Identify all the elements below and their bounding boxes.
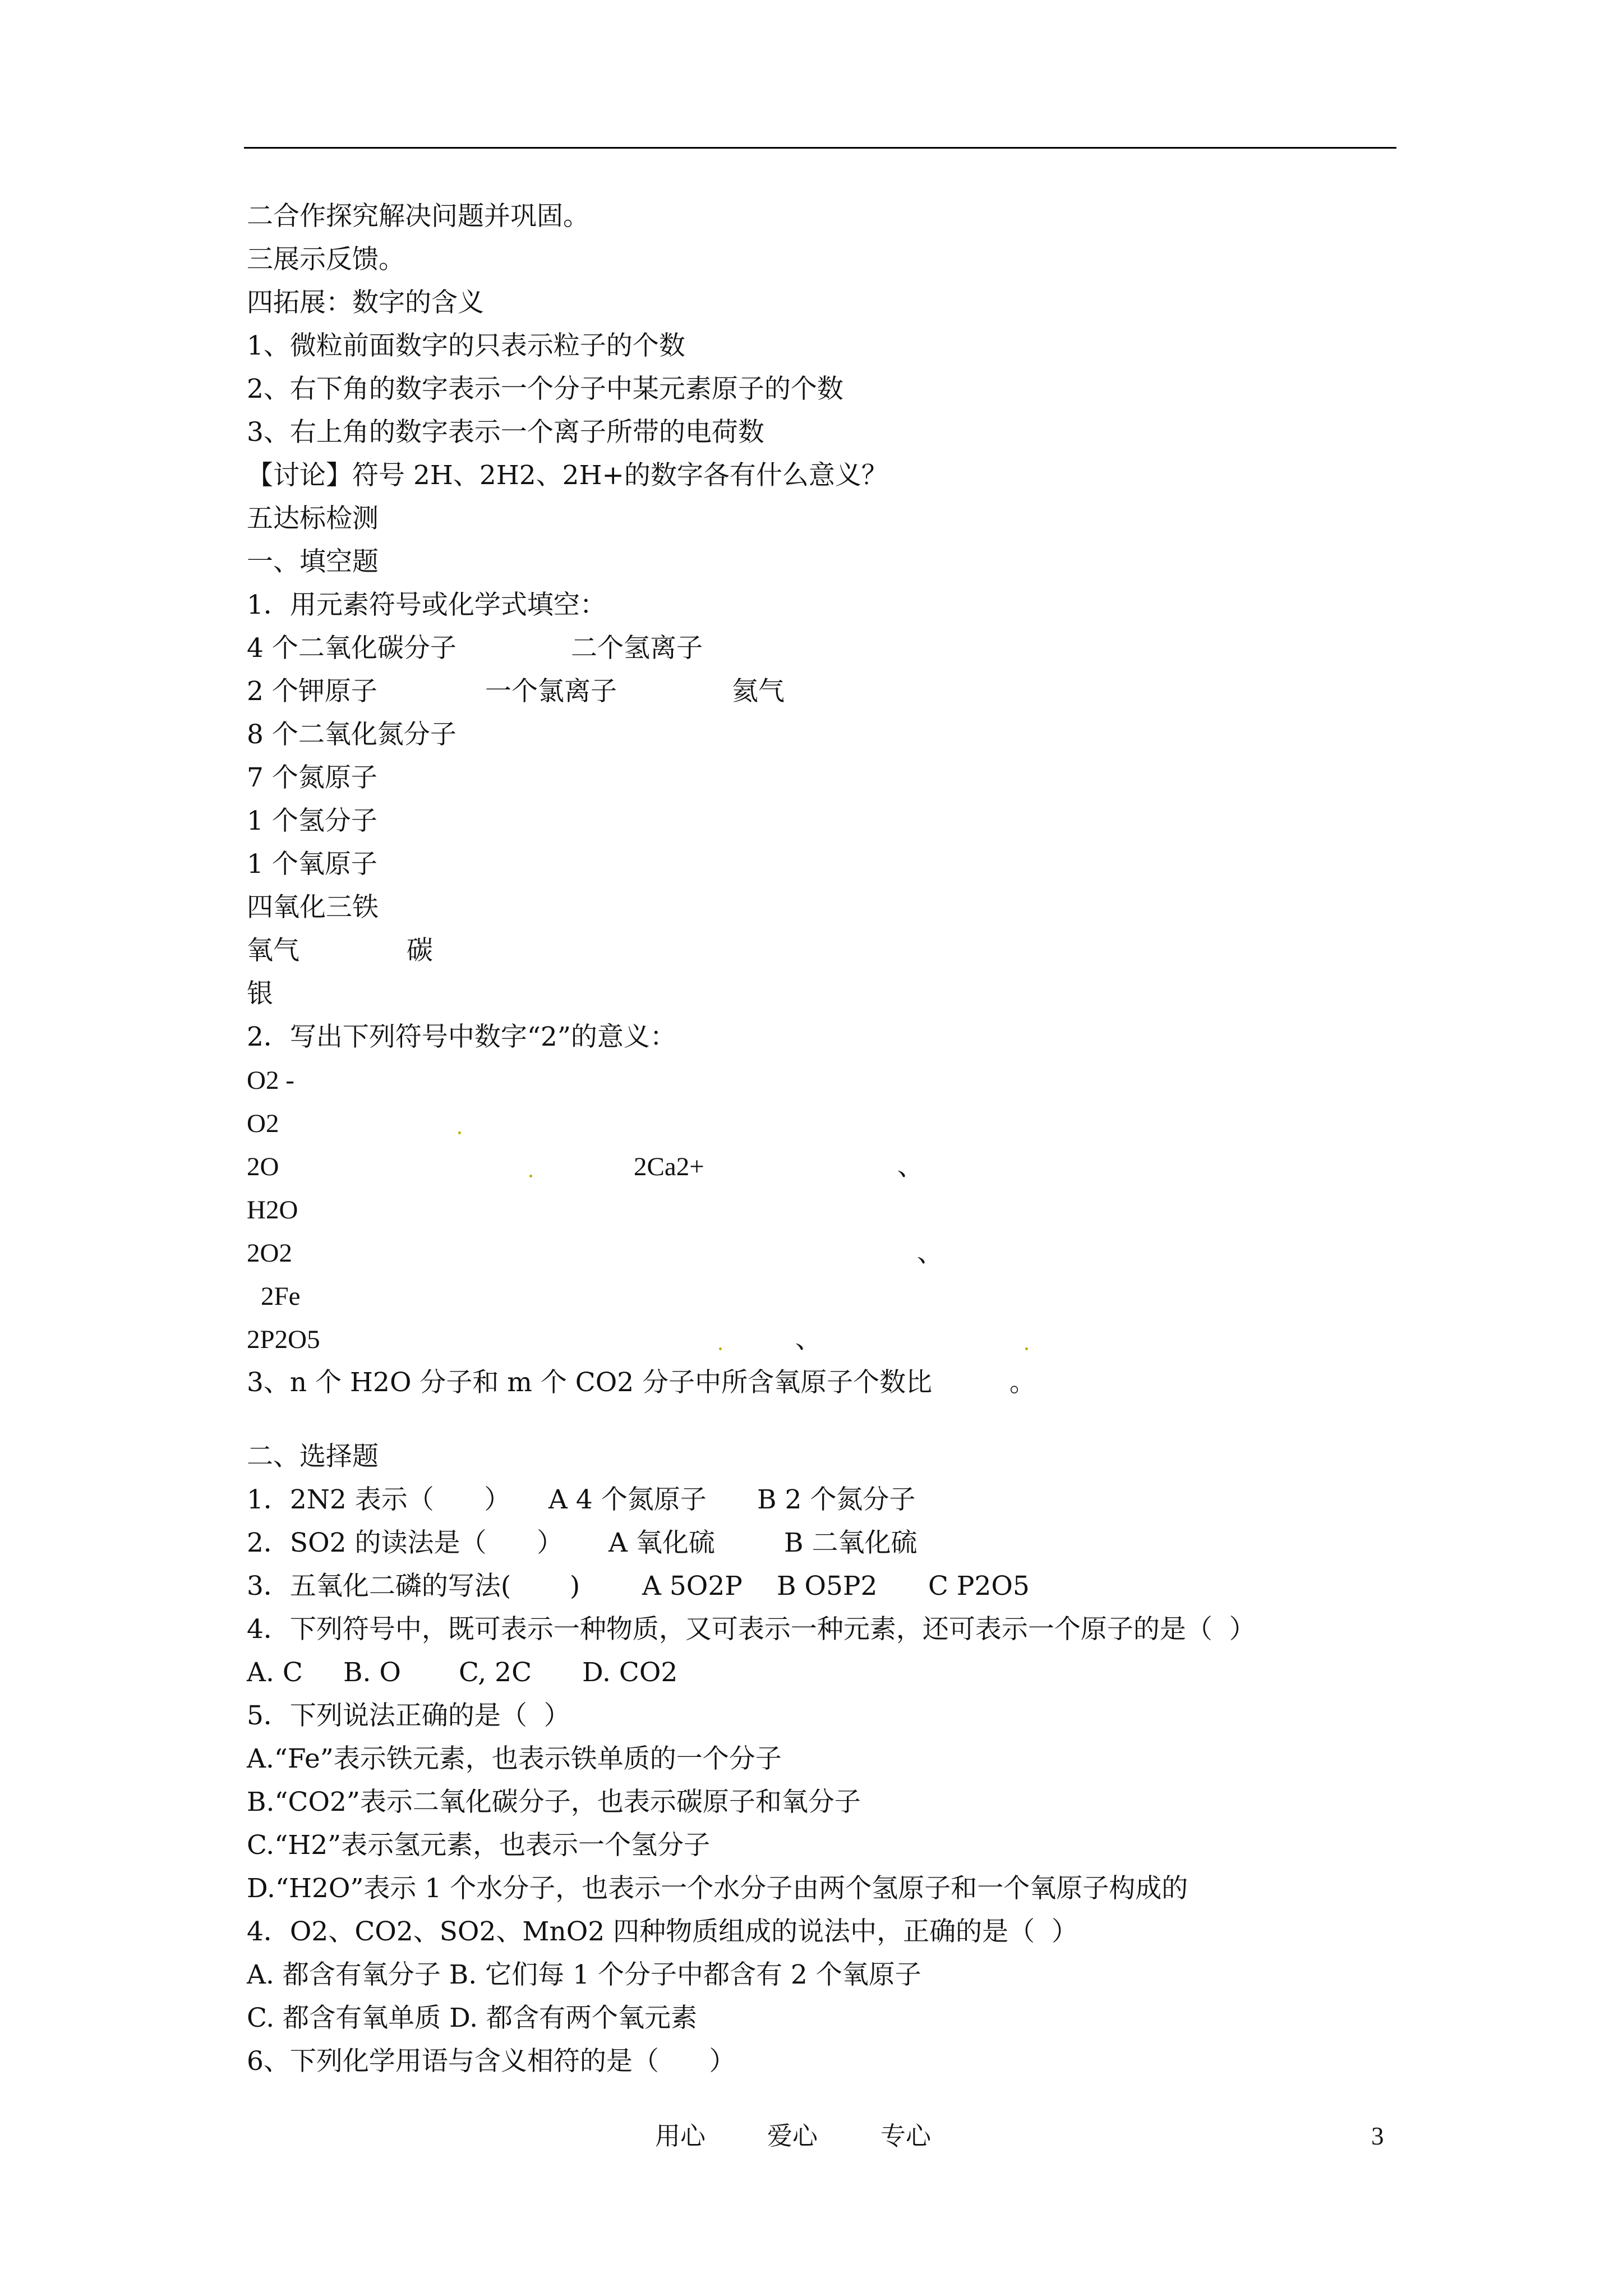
choice-option: A. C (247, 1657, 303, 1688)
choice-option: B O5P2 (777, 1571, 878, 1602)
choice-option: D. CO2 (582, 1657, 678, 1688)
text-line: 2、右下角的数字表示一个分子中某元素原子的个数 (247, 374, 843, 404)
text-line: 三展示反馈。 (247, 244, 405, 275)
symbol-item: 2O (247, 1152, 279, 1181)
marker-dot (458, 1131, 461, 1134)
question: 3、n 个 H2O 分子和 m 个 CO2 分子中所含氧原子个数比 (247, 1367, 933, 1398)
choice-option: A.“Fe”表示铁元素，也表示铁单质的一个分子 (247, 1743, 782, 1774)
symbol-item: H2O (247, 1195, 298, 1225)
fill-item: 四氧化三铁 (247, 892, 379, 923)
symbol-item: 2O2 (247, 1239, 292, 1268)
header-rule (244, 147, 1396, 149)
choice-question: 6、下列化学用语与含义相符的是（ ） (247, 2046, 736, 2077)
choice-option: A 5O2P (642, 1571, 743, 1602)
separator: 、 (795, 1324, 822, 1355)
choice-option: B.“CO2”表示二氧化碳分子，也表示碳原子和氧分子 (247, 1787, 861, 1818)
period: 。 (1009, 1367, 1036, 1398)
text-line: 3、右上角的数字表示一个离子所带的电荷数 (247, 417, 764, 448)
fill-item: 氧气 (247, 935, 299, 966)
fill-item: 4 个二氧化碳分子 (247, 633, 457, 664)
choice-question: 4．O2、CO2、SO2、MnO2 四种物质组成的说法中，正确的是（ ） (247, 1916, 1078, 1947)
choice-option: A. 都含有氧分子 B. 它们每 1 个分子中都含有 2 个氧原子 (247, 1959, 921, 1990)
fill-item: 1 个氧原子 (247, 849, 377, 880)
fill-item: 氦气 (732, 676, 785, 707)
choice-option: C. 都含有氧单质 D. 都含有两个氧元素 (247, 2003, 697, 2033)
section-heading: 一、填空题 (247, 546, 379, 577)
symbol-item: 2Ca2+ (634, 1152, 704, 1181)
symbol-item: 2Fe (261, 1282, 301, 1311)
choice-question: 5．下列说法正确的是（ ） (247, 1700, 570, 1731)
choice-option: A 氧化硫 (608, 1527, 715, 1558)
symbol-item: O2 (247, 1109, 279, 1138)
choice-option: D.“H2O”表示 1 个水分子，也表示一个水分子由两个氢原子和一个氧原子构成的 (247, 1873, 1188, 1904)
symbol-item: 2P2O5 (247, 1325, 320, 1354)
fill-item: 一个氯离子 (485, 676, 617, 707)
text-line: 五达标检测 (247, 503, 379, 534)
choice-option: C P2O5 (928, 1571, 1030, 1602)
separator: 、 (897, 1151, 924, 1182)
question: 1．用元素符号或化学式填空： (247, 590, 606, 620)
marker-dot (529, 1175, 532, 1177)
fill-item: 7 个氮原子 (247, 762, 377, 793)
fill-item: 1 个氢分子 (247, 806, 377, 836)
text-line: 二合作探究解决问题并巩固。 (247, 201, 589, 232)
fill-item: 8 个二氧化氮分子 (247, 719, 457, 750)
choice-question: 3．五氧化二磷的写法( ) (247, 1571, 580, 1602)
choice-option: C.“H2”表示氢元素，也表示一个氢分子 (247, 1830, 711, 1861)
choice-question: 4．下列符号中，既可表示一种物质，又可表示一种元素，还可表示一个原子的是（ ） (247, 1614, 1256, 1645)
choice-option: A 4 个氮原子 (548, 1484, 707, 1515)
text-line: 【讨论】符号 2H、2H2、2H+的数字各有什么意义？ (247, 460, 888, 491)
choice-question: 1．2N2 表示（ ） (247, 1484, 511, 1515)
marker-dot (719, 1347, 722, 1350)
text-line: 1、微粒前面数字的只表示粒子的个数 (247, 330, 685, 361)
footer-item: 用心 (655, 2121, 706, 2151)
fill-item: 二个氢离子 (571, 633, 703, 664)
footer-item: 爱心 (767, 2121, 818, 2151)
fill-item: 银 (247, 978, 273, 1009)
fill-item: 碳 (407, 935, 433, 966)
page-number: 3 (1371, 2122, 1384, 2150)
marker-dot (1025, 1347, 1028, 1350)
separator: 、 (917, 1237, 943, 1268)
question: 2．写出下列符号中数字“2”的意义： (247, 1022, 676, 1052)
section-heading: 二、选择题 (247, 1441, 379, 1472)
symbol-item: O2 - (247, 1066, 294, 1095)
choice-option: C, 2C (459, 1657, 532, 1688)
choice-option: B 2 个氮分子 (757, 1484, 916, 1515)
choice-question: 2．SO2 的读法是（ ） (247, 1527, 564, 1558)
text-line: 四拓展：数字的含义 (247, 287, 484, 318)
choice-option: B 二氧化硫 (784, 1527, 917, 1558)
footer-item: 专心 (880, 2121, 932, 2151)
fill-item: 2 个钾原子 (247, 676, 377, 707)
choice-option: B. O (343, 1657, 401, 1688)
